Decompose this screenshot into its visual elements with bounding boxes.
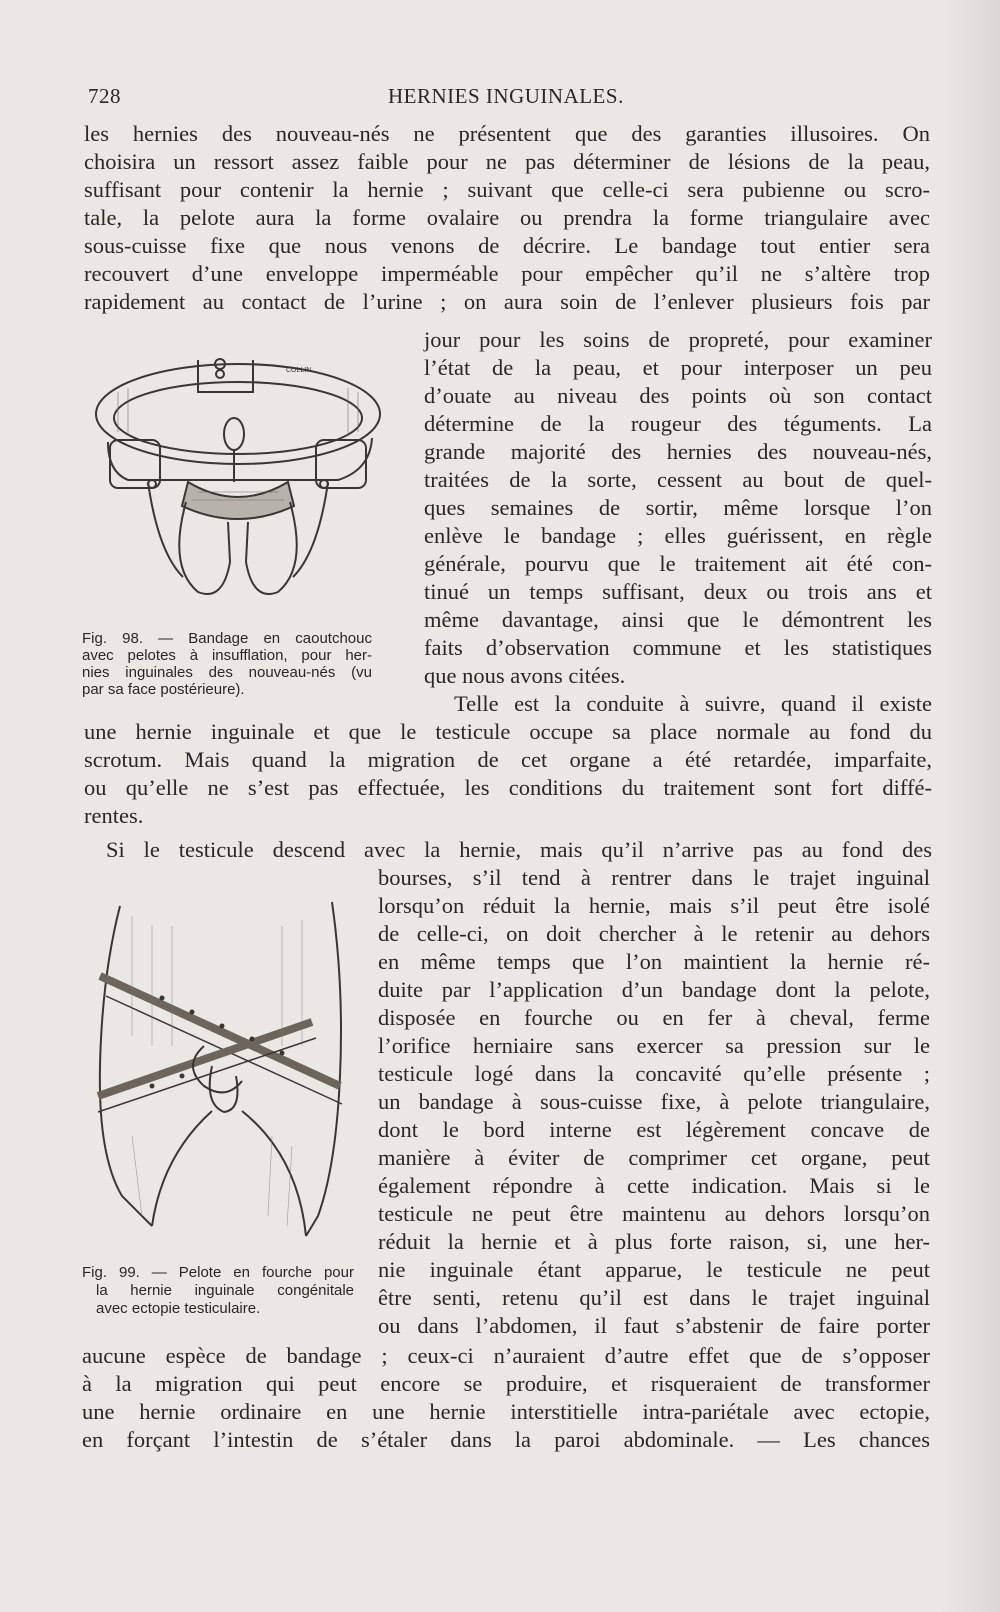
figure-98-caption-line: Fig. 98. — Bandage en caoutchouc	[82, 630, 372, 647]
text-line: enlève le bandage ; elles guérissent, en règle	[424, 523, 932, 548]
figure-98-caption-line: avec pelotes à insufflation, pour her-	[82, 647, 372, 664]
text-line: l’orifice herniaire sans exercer sa pression sur le	[378, 1033, 930, 1058]
text-line: disposée en fourche ou en fer à cheval, ferme	[378, 1005, 930, 1030]
figure-99-caption-line: Fig. 99. — Pelote en fourche pour	[82, 1264, 354, 1281]
text-line: suffisant pour contenir la hernie ; suivant que celle-ci sera pubienne ou scro-	[84, 177, 930, 202]
text-line: traitées de la sorte, cessent au bout de quel-	[424, 467, 932, 492]
text-line: détermine de la rougeur des téguments. La	[424, 411, 932, 436]
text-line: duite par l’application d’un bandage dont la pelote,	[378, 977, 930, 1002]
text-line: en forçant l’intestin de s’étaler dans la paroi abdominale. — Les chances	[82, 1427, 930, 1452]
text-line: aucune espèce de bandage ; ceux-ci n’auraient d’autre effet que de s’opposer	[82, 1343, 930, 1368]
text-line: testicule ne peut être maintenu au dehors lorsqu’on	[378, 1201, 930, 1226]
text-line: également répondre à cette indication. Mais si le	[378, 1173, 930, 1198]
text-line: bourses, s’il tend à rentrer dans le trajet inguinal	[378, 865, 930, 890]
figure-98-caption-line: nies inguinales des nouveau-nés (vu	[82, 664, 372, 681]
text-line: ques semaines de sortir, même lorsque l’on	[424, 495, 932, 520]
text-line: lorsqu’on réduit la hernie, mais s’il peut être isolé	[378, 893, 930, 918]
figure-99-truss-illustration	[92, 896, 358, 1242]
text-line: l’état de la peau, et pour interposer un peu	[424, 355, 932, 380]
text-line: nie inguinale étant apparue, le testicule ne peut	[378, 1257, 930, 1282]
text-line: ou dans l’abdomen, il faut s’abstenir de faire porter	[378, 1313, 930, 1338]
text-line: réduit la hernie et à plus forte raison, si, une her-	[378, 1229, 930, 1254]
text-line: jour pour les soins de propreté, pour examiner	[424, 327, 932, 352]
page-number: 728	[88, 84, 121, 108]
text-line: rapidement au contact de l’urine ; on aura soin de l’enlever plusieurs fois par	[84, 289, 930, 314]
running-header	[88, 84, 932, 114]
text-line: en même temps que l’on maintient la hernie ré-	[378, 949, 930, 974]
text-line: les hernies des nouveau-nés ne présentent que des garanties illusoires. On	[84, 121, 930, 146]
text-line: manière à éviter de comprimer cet organe, peut	[378, 1145, 930, 1170]
text-line: Si le testicule descend avec la hernie, mais qu’il n’arrive pas au fond des	[106, 837, 932, 862]
text-line: que nous avons citées.	[424, 663, 626, 688]
page-edge-shadow	[940, 0, 1000, 1612]
text-line: même davantage, ainsi que le démontrent les	[424, 607, 932, 632]
text-line: à la migration qui peut encore se produire, et risqueraient de transformer	[82, 1371, 930, 1396]
engraver-label: COLLIN	[286, 367, 312, 374]
text-line: tale, la pelote aura la forme ovalaire ou prendra la forme triangulaire avec	[84, 205, 930, 230]
text-line: faits d’observation commune et les statistiques	[424, 635, 932, 660]
text-line: ou qu’elle ne s’est pas effectuée, les conditions du traitement sont fort diffé-	[84, 775, 932, 800]
text-line: un bandage à sous-cuisse fixe, à pelote triangulaire,	[378, 1089, 930, 1114]
text-line: d’ouate au niveau des points où son contact	[424, 383, 932, 408]
text-line: sous-cuisse fixe que nous venons de décrire. Le bandage tout entier sera	[84, 233, 930, 258]
text-line: scrotum. Mais quand la migration de cet organe a été retardée, imparfaite,	[84, 747, 932, 772]
text-line: de celle-ci, on doit chercher à le retenir au dehors	[378, 921, 930, 946]
figure-99-caption-line: la hernie inguinale congénitale	[96, 1282, 354, 1299]
text-line: rentes.	[84, 803, 144, 828]
text-line: Telle est la conduite à suivre, quand il existe	[454, 691, 932, 716]
text-line: dont le bord interne est légèrement concave de	[378, 1117, 930, 1142]
text-line: générale, pourvu que le traitement ait été con-	[424, 551, 932, 576]
figure-99-caption-line: avec ectopie testiculaire.	[96, 1300, 261, 1317]
text-line: une hernie ordinaire en une hernie interstitielle intra-pariétale avec ectopie,	[82, 1399, 930, 1424]
text-line: une hernie inguinale et que le testicule occupe sa place normale au fond du	[84, 719, 932, 744]
text-line: être senti, retenu qu’il est dans le trajet inguinal	[378, 1285, 930, 1310]
text-line: tinué un temps suffisant, deux ou trois ans et	[424, 579, 932, 604]
figure-98-bandage-illustration	[88, 352, 388, 622]
figure-98-caption-line: par sa face postérieure).	[82, 681, 245, 698]
text-line: testicule logé dans la concavité qu’elle présente ;	[378, 1061, 930, 1086]
text-line: grande majorité des hernies des nouveau-nés,	[424, 439, 932, 464]
text-line: choisira un ressort assez faible pour ne pas déterminer de lésions de la peau,	[84, 149, 930, 174]
running-title: HERNIES INGUINALES.	[388, 84, 624, 108]
text-line: recouvert d’une enveloppe imperméable pour empêcher qu’il ne s’altère trop	[84, 261, 930, 286]
